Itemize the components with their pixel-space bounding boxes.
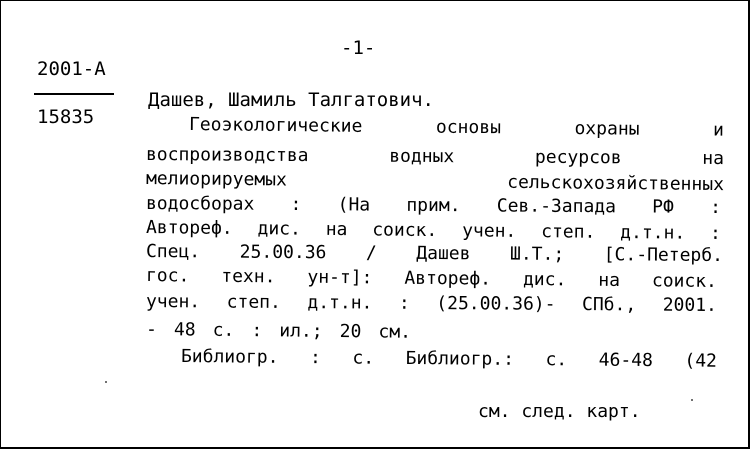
description-word: учен.: [462, 220, 517, 242]
description-word: воспроизводства: [145, 144, 309, 167]
author-heading: Дашев, Шамиль Талгатович.: [148, 89, 434, 111]
description-word: сельскохозяйственных: [507, 171, 725, 196]
bibliography-word: :: [309, 347, 321, 369]
bibliography-word: (42: [684, 350, 718, 372]
description-word: см.: [378, 321, 412, 343]
description-line: [146, 291, 717, 317]
bibliography-word: Библиогр.:: [405, 347, 515, 370]
description-word: 48: [173, 319, 196, 341]
description-word: /: [365, 242, 377, 264]
call-number: 2001-A: [37, 58, 106, 80]
description-word: основы: [435, 116, 502, 139]
description-word: охраны: [574, 118, 640, 140]
bibliography-word: 46-48: [598, 349, 653, 372]
description-word: Спец.: [145, 241, 201, 263]
description-line: [146, 319, 411, 344]
description-word: соиск.: [372, 219, 438, 242]
description-word: техн.: [221, 265, 276, 288]
description-word: степ.: [226, 291, 281, 313]
bibliography-word: с.: [545, 349, 568, 371]
description-word: дис.: [257, 218, 302, 240]
description-word: Автореф.: [145, 217, 233, 239]
paper-speck: [105, 381, 107, 383]
description-word: ил.;: [279, 320, 323, 342]
description-word: д.т.н.: [620, 221, 686, 244]
description-word: СПб.,: [581, 294, 637, 316]
description-word: ун-т]:: [307, 266, 373, 289]
description-word: гос.: [145, 265, 190, 287]
call-number-divider: [34, 93, 114, 95]
description-word: :: [398, 292, 410, 314]
description-line: [146, 168, 724, 196]
description-word: д.т.н.: [307, 292, 373, 314]
description-word: -: [145, 319, 157, 341]
description-line: [146, 193, 721, 219]
description-word: [С.-Петерб.: [603, 244, 724, 267]
description-word: 2001.: [662, 294, 718, 316]
description-line: [146, 241, 723, 267]
description-word: мелиорируемых: [145, 168, 287, 191]
description-line: [146, 144, 724, 170]
description-word: с.: [212, 319, 235, 341]
description-word: на: [325, 218, 348, 241]
description-word: :: [290, 194, 302, 216]
description-word: :: [251, 320, 263, 342]
description-word: 25.00.36: [239, 241, 327, 264]
description-word: (25.00.36)-: [436, 293, 556, 315]
description-line: [146, 265, 717, 293]
description-word: Ш.Т.;: [509, 243, 565, 265]
description-word: Сев.-Запада: [496, 195, 617, 218]
description-word: РФ: [652, 196, 674, 218]
description-word: на: [702, 147, 725, 170]
description-word: дис.: [522, 268, 567, 291]
accession-number: 15835: [37, 106, 95, 128]
description-word: водных: [389, 145, 455, 168]
description-word: Геоэкологические: [188, 114, 363, 137]
description-word: :: [709, 222, 722, 245]
description-word: 20: [339, 321, 362, 343]
bibliography-word: с.: [352, 347, 375, 369]
bibliography-note: [181, 346, 717, 373]
see-next-card-note: см. след. карт.: [478, 401, 641, 422]
description-word: соиск.: [651, 270, 718, 292]
description-word: :: [710, 196, 722, 219]
description-word: (На: [337, 194, 371, 216]
paper-speck: [691, 399, 693, 401]
description-word: на: [598, 269, 621, 291]
description-word: Автореф.: [404, 267, 492, 290]
description-word: и: [713, 119, 725, 141]
description-word: Дашев: [416, 242, 471, 265]
description-line: [189, 114, 724, 142]
description-word: степ.: [541, 221, 596, 243]
description-word: прим.: [406, 194, 461, 217]
description-word: водосборах: [145, 193, 255, 215]
bibliography-word: Библиогр.: [180, 346, 279, 368]
page-number: -1-: [341, 37, 376, 59]
description-word: учен.: [145, 291, 201, 313]
description-word: ресурсов: [534, 146, 622, 169]
